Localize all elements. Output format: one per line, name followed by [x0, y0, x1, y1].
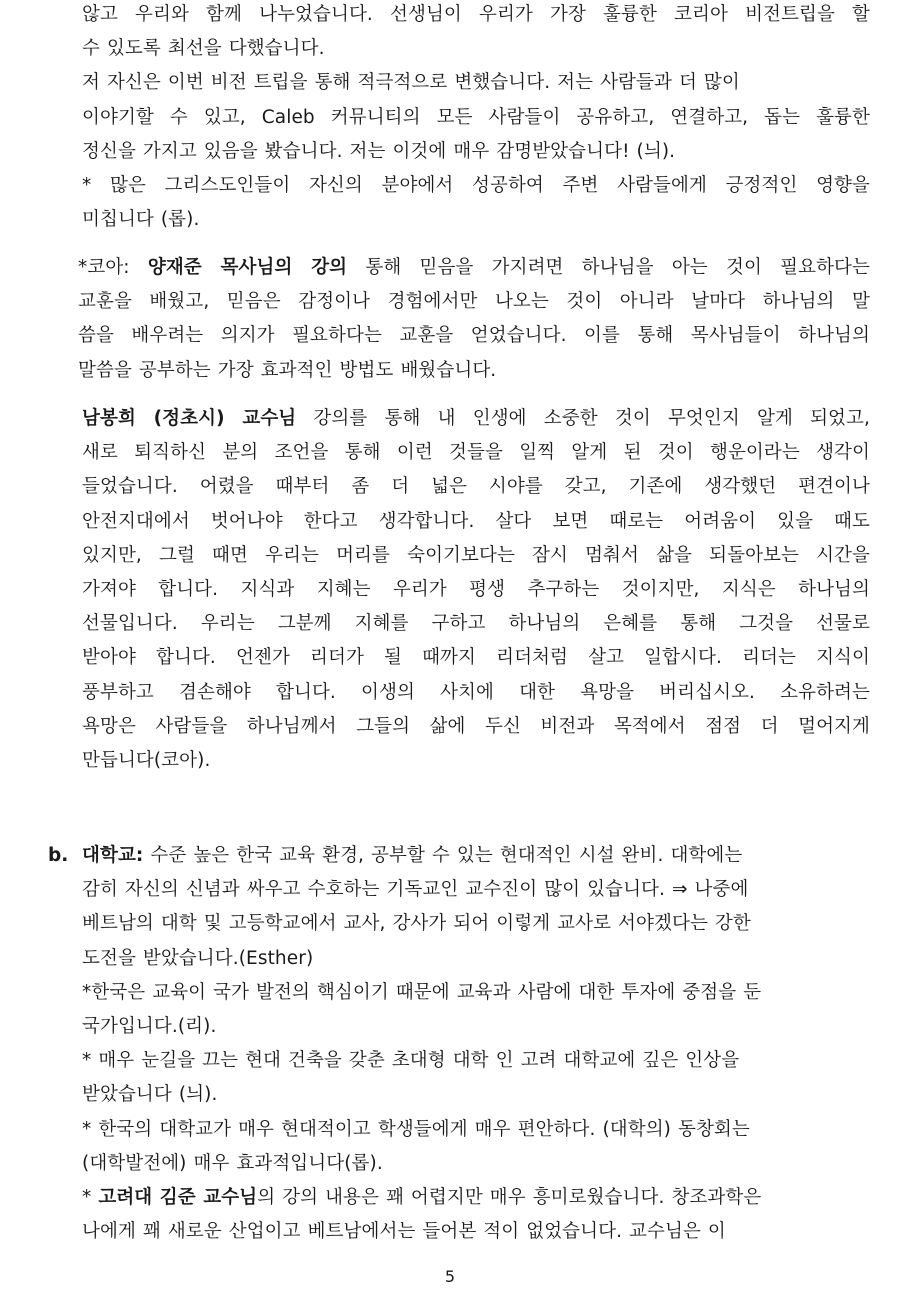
text-line: 욕망은 사람들을 하나님께서 그들의 삶에 두신 비전과 목적에서 점점 더 멀어지게 [82, 715, 870, 737]
text-line [82, 1181, 870, 1215]
paragraph-vision-trip-reflections [82, 0, 870, 237]
paragraph-prefix: *코아: [78, 257, 148, 278]
text-line: 있지만, 그럴 때면 우리는 머리를 숙이기보다는 잠시 멈춰서 삶을 되돌아보는 시간을 [82, 544, 870, 566]
page-number: 5 [444, 1267, 456, 1286]
text-line: 정신을 가지고 있음을 봤습니다. 저는 이것에 매우 감명받았습니다! (늬). [82, 140, 676, 162]
paragraph-university [82, 839, 870, 1249]
line-text: 통해 믿음을 가지려면 하나님을 아는 것이 필요하다는 [347, 257, 870, 278]
bullet-prefix: * [82, 1187, 99, 1209]
text-line: 만듭니다(코아). [82, 750, 211, 772]
text-line: 씀을 배우려는 의지가 필요하다는 교훈을 얻었습니다. 이를 통해 목사님들이 하나님의 [78, 325, 870, 347]
text-line: 말씀을 공부하는 가장 효과적인 방법도 배웠습니다. [78, 359, 497, 381]
line-text: 수준 높은 한국 교육 환경, 공부할 수 있는 현대적인 시설 완비. 대학에는 [143, 845, 743, 866]
text-line: *한국은 교육이 국가 발전의 핵심이기 때문에 교육과 사람에 대한 투자에 중점을 둔 [82, 981, 762, 1003]
text-line: 나에게 꽤 새로운 산업이고 베트남에서는 들어본 적이 없었습니다. 교수님은 이 [82, 1221, 726, 1243]
text-line: 국가입니다.(리). [82, 1016, 217, 1038]
text-line: 이야기할 수 있고, Caleb 커뮤니티의 모든 사람들이 공유하고, 연결하고, 돕는 훌륭한 [82, 106, 870, 128]
text-line: 받아야 합니다. 언젠가 리더가 될 때까지 리더처럼 살고 일합시다. 리더는 지식이 [82, 647, 870, 669]
line-text: 의 강의 내용은 꽤 어렵지만 매우 흥미로웠습니다. 창조과학은 [257, 1187, 762, 1209]
section-heading: 대학교: [82, 845, 144, 866]
text-line: (대학발전에) 매우 효과적입니다(롭). [82, 1152, 383, 1174]
line-text: 강의를 통해 내 인생에 소중한 것이 무엇인지 알게 되었고, [296, 408, 870, 429]
lecturer-name: 양재준 목사님의 강의 [147, 257, 348, 278]
text-line: 풍부하고 겸손해야 합니다. 이생의 사치에 대한 욕망을 버리십시오. 소유하려는 [82, 681, 870, 703]
text-line: * 많은 그리스도인들이 자신의 분야에서 성공하여 주변 사람들에게 긍정적인 영향을 [82, 175, 870, 197]
text-line: 안전지대에서 벗어나야 한다고 생각합니다. 살다 보면 때로는 어려움이 있을 때도 [82, 510, 870, 532]
text-line: * 매우 눈길을 끄는 현대 건축을 갖춘 초대형 대학 인 고려 대학교에 깊은 인상을 [82, 1050, 740, 1072]
text-line: 가져야 합니다. 지식과 지혜는 우리가 평생 추구하는 것이지만, 지식은 하나님의 [82, 579, 870, 601]
text-line: 교훈을 배웠고, 믿음은 감정이나 경험에서만 나오는 것이 아니라 날마다 하나님의 말 [78, 291, 870, 313]
text-line: 수 있도록 최선을 다했습니다. [82, 38, 325, 60]
text-line: 베트남의 대학 및 고등학교에서 교사, 강사가 되어 이렇게 교사로 서야겠다는 강한 [82, 913, 751, 935]
lecturer-name: 남봉희 (정초시) 교수님 [82, 408, 297, 429]
text-line: 않고 우리와 함께 나누었습니다. 선생님이 우리가 가장 훌륭한 코리아 비전트립을 할 [82, 4, 870, 25]
text-line: 받았습니다 (늬). [82, 1084, 218, 1106]
text-line [82, 402, 870, 436]
text-line: 선물입니다. 우리는 그분께 지혜를 구하고 하나님의 은혜를 통해 그것을 선물로 [82, 613, 870, 635]
text-line: 도전을 받았습니다.(Esther) [82, 947, 314, 969]
lecturer-name: 고려대 김준 교수님 [98, 1187, 258, 1209]
list-marker-b: b. [48, 845, 69, 866]
text-line: 새로 퇴직하신 분의 조언을 통해 이런 것들을 일찍 알게 된 것이 행운이라는 생각이 [82, 442, 870, 464]
text-line: 들었습니다. 어렸을 때부터 좀 더 넓은 시야를 갖고, 기존에 생각했던 편견이나 [82, 476, 870, 498]
paragraph-professor-lecture [82, 402, 870, 778]
paragraph-pastor-lecture [78, 251, 870, 388]
text-line [82, 839, 870, 873]
text-line: 저 자신은 이번 비전 트립을 통해 적극적으로 변했습니다. 저는 사람들과 더 많이 [82, 72, 740, 94]
text-line: 미칩니다 (롭). [82, 209, 200, 231]
text-line: * 한국의 대학교가 매우 현대적이고 학생들에게 매우 편안하다. (대학의) 동창회는 [82, 1118, 750, 1140]
text-line [78, 251, 870, 285]
text-line: 감히 자신의 신념과 싸우고 수호하는 기독교인 교수진이 많이 있습니다. ⇒ 나중에 [82, 879, 749, 901]
